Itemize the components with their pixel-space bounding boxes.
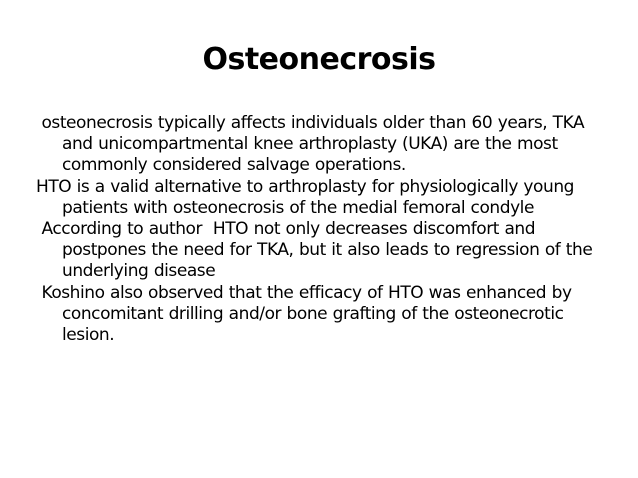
- slide-title: Osteonecrosis: [202, 42, 436, 77]
- paragraph-koshino-observation: Koshino also observed that the efficacy of HTO was enhanced by concomitant drilling and/or bone grafting of the osteonecrotic lesion.: [36, 282, 578, 346]
- paragraph-salvage-operations: osteonecrosis typically affects individuals older than 60 years, TKA and unicompartmental knee arthroplasty (UKA) are the most commonly considered salvage operations.: [36, 113, 590, 176]
- paragraph-hto-benefits: According to author HTO not only decreases discomfort and postpones the need for TKA, but it also leads to regression of the underlying disease: [36, 219, 598, 282]
- paragraph-hto-alternative: HTO is a valid alternative to arthroplasty for physiologically young patients with osteonecrosis of the medial femoral condyle: [36, 176, 580, 218]
- slide-body: [36, 113, 606, 346]
